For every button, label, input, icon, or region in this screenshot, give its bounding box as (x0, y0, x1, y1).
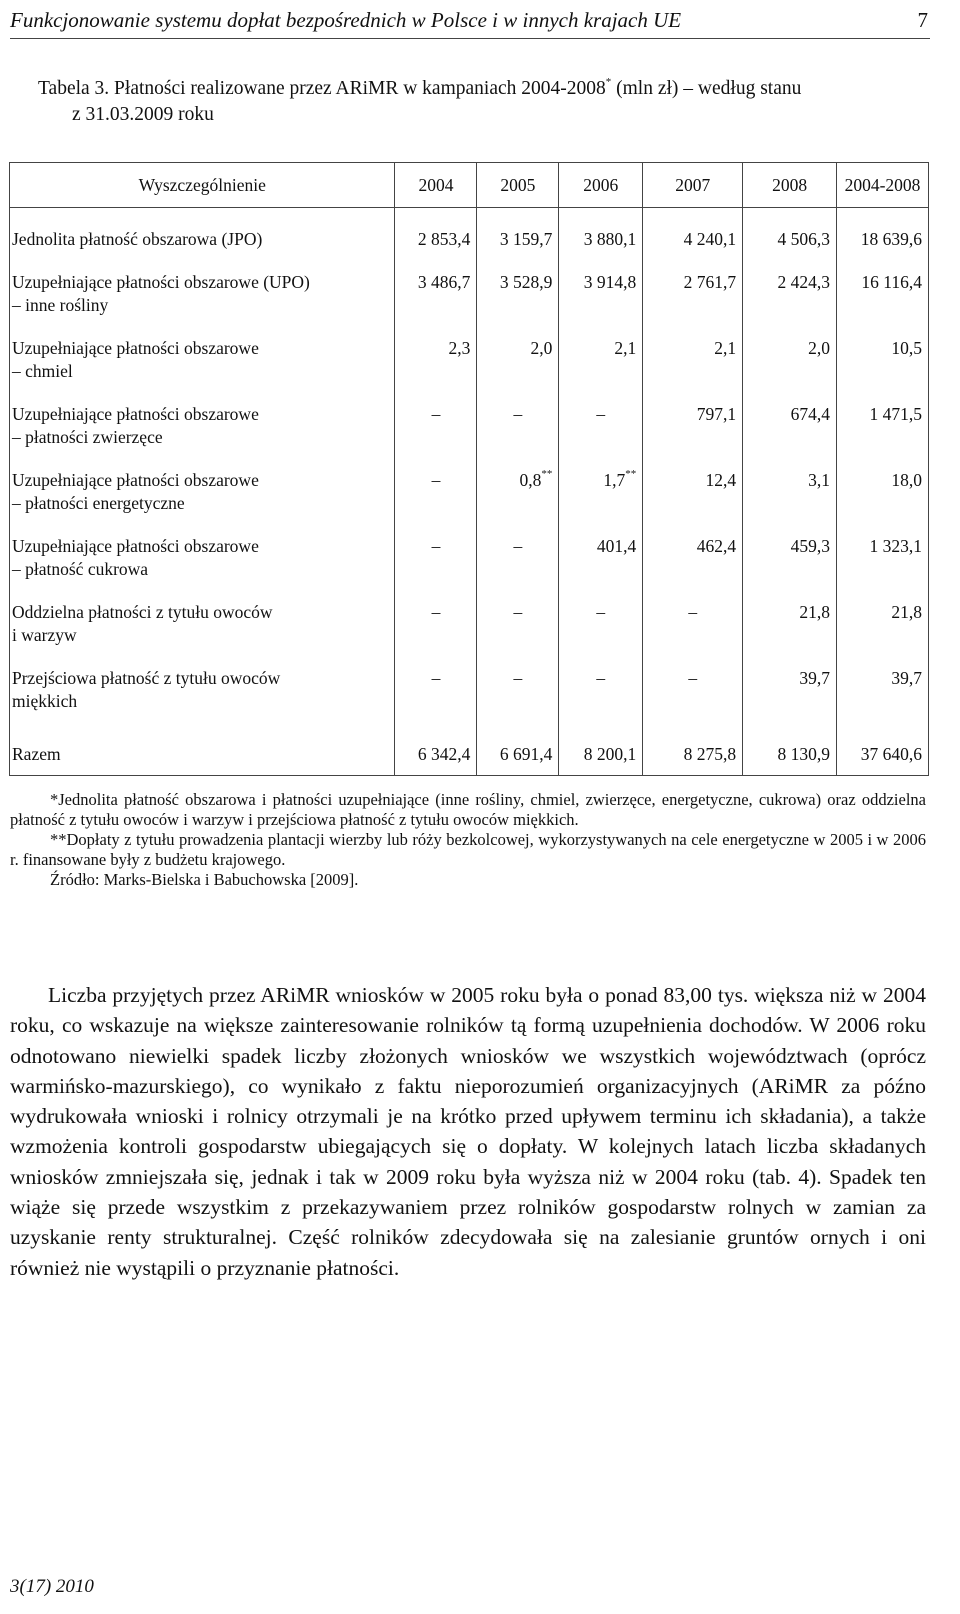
value-cell (643, 228, 743, 251)
caption-text: Tabela 3. Płatności realizowane przez ARiMR w kampaniach 2004-2008 (38, 78, 606, 99)
spacer-cell (477, 251, 559, 271)
value-cell (395, 228, 477, 251)
header-cell: 2005 (477, 163, 559, 208)
value-cell (743, 228, 837, 251)
total-value: 8 275,8 (643, 733, 743, 776)
spacer-cell (643, 383, 743, 403)
cell-value: 3 486,7 (417, 272, 471, 292)
cell-value: 797,1 (696, 404, 737, 424)
spacer-cell (643, 449, 743, 469)
spacer-cell (559, 515, 643, 535)
spacer-cell (10, 449, 395, 469)
cell-value: – (596, 404, 606, 424)
table-body (10, 208, 929, 776)
spacer-cell (837, 383, 929, 403)
header-cell: 2004 (395, 163, 477, 208)
spacer-cell (743, 713, 837, 733)
spacer-cell (477, 647, 559, 667)
row-label-line: – płatność cukrowa (12, 559, 149, 579)
spacer-cell (395, 647, 477, 667)
body-text (10, 980, 926, 1283)
value-cell (743, 667, 837, 713)
row-label-line: miękkich (12, 691, 78, 711)
cell-footnote-mark: ** (625, 468, 637, 480)
spacer-cell (643, 713, 743, 733)
spacer-cell (559, 713, 643, 733)
row-spacer (10, 515, 929, 535)
cell-value: 3 914,8 (583, 272, 637, 292)
header-cell: 2007 (643, 163, 743, 208)
spacer-cell (837, 581, 929, 601)
spacer-cell (10, 251, 395, 271)
row-spacer (10, 713, 929, 733)
header-cell: 2008 (743, 163, 837, 208)
total-label: Razem (10, 733, 395, 776)
spacer-cell (559, 647, 643, 667)
row-label (10, 271, 395, 317)
cell-value: 674,4 (790, 404, 831, 424)
cell-value: 39,7 (891, 668, 922, 688)
row-label (10, 601, 395, 647)
table-notes (10, 790, 926, 890)
caption-text-rest: (mln zł) – według stanu (611, 78, 802, 99)
spacer-cell (643, 208, 743, 229)
cell-value: 2 424,3 (777, 272, 831, 292)
value-cell (559, 228, 643, 251)
cell-value: 3,1 (808, 470, 831, 490)
row-label-line: – inne rośliny (12, 295, 109, 315)
value-cell (837, 535, 929, 581)
value-cell (743, 535, 837, 581)
cell-value: – (431, 536, 441, 556)
value-cell (643, 667, 743, 713)
spacer-cell (395, 581, 477, 601)
row-label-line: Oddzielna płatności z tytułu owoców (12, 602, 273, 622)
total-value: 8 200,1 (559, 733, 643, 776)
cell-value: 1 323,1 (869, 536, 922, 556)
value-cell (559, 337, 643, 383)
total-value: 6 691,4 (477, 733, 559, 776)
value-cell (477, 228, 559, 251)
spacer-cell (10, 515, 395, 535)
spacer-cell (395, 383, 477, 403)
cell-value: 10,5 (891, 338, 922, 358)
running-header-title: Funkcjonowanie systemu dopłat bezpośrednich w Polsce i w innych krajach UE (10, 8, 682, 32)
value-cell (559, 667, 643, 713)
value-cell (477, 337, 559, 383)
cell-value: 12,4 (705, 470, 737, 490)
value-cell (743, 271, 837, 317)
cell-value: 2,3 (448, 338, 471, 358)
spacer-cell (477, 317, 559, 337)
table-caption (38, 76, 938, 128)
cell-value: 2,0 (808, 338, 831, 358)
total-value: 8 130,9 (743, 733, 837, 776)
value-cell (743, 601, 837, 647)
value-cell (837, 228, 929, 251)
table-row (10, 469, 929, 515)
cell-value: 4 240,1 (683, 229, 737, 249)
row-label-line: Uzupełniające płatności obszarowe (UPO) (12, 272, 310, 292)
row-label (10, 535, 395, 581)
value-cell (837, 667, 929, 713)
cell-value: 3 880,1 (583, 229, 637, 249)
spacer-cell (477, 383, 559, 403)
cell-value: 39,7 (799, 668, 831, 688)
spacer-cell (395, 251, 477, 271)
table-row (10, 271, 929, 317)
spacer-cell (643, 515, 743, 535)
spacer-cell (743, 383, 837, 403)
value-cell (559, 403, 643, 449)
row-spacer (10, 449, 929, 469)
value-cell (477, 403, 559, 449)
value-cell (395, 271, 477, 317)
spacer-cell (743, 317, 837, 337)
spacer-cell (10, 581, 395, 601)
value-cell (559, 271, 643, 317)
spacer-cell (743, 251, 837, 271)
spacer-cell (837, 647, 929, 667)
spacer-cell (395, 449, 477, 469)
spacer-cell (10, 383, 395, 403)
cell-value: 16 116,4 (861, 272, 922, 292)
footnote-2: **Dopłaty z tytułu prowadzenia plantacji wierzby lub róży bezkolcowej, wykorzystywanych na cele energetyczne w 2005 i w 2006 r. finansowane były z budżetu krajowego. (10, 830, 926, 869)
spacer-cell (743, 581, 837, 601)
value-cell (643, 535, 743, 581)
value-cell (643, 601, 743, 647)
value-cell (643, 271, 743, 317)
row-label-line: – płatności energetyczne (12, 493, 185, 513)
row-label-line: – chmiel (12, 361, 73, 381)
body-paragraph: Liczba przyjętych przez ARiMR wniosków w 2005 roku była o ponad 83,00 tys. większa niż w 2004 roku, co wskazuje na większe zainteresowanie rolników tą formą uzupełnienia dochodów. W 2006 roku odnotowano niewielki spadek liczby złożonych wniosków we wszystkich województwach (oprócz warmińsko-mazurskiego), co wynikało z faktu nieporozumień organizacyjnych (ARiMR za późno wydrukowała wnioski i rolnicy otrzymali je na krótko przed upływem terminu ich składania), a także wzmożenia kontroli gospodarstw ubiegających się o dopłaty. W kolejnych latach liczba składanych wniosków zmniejszała się, jednak i tak w 2009 roku była wyższa niż w 2004 roku (tab. 4). Spadek ten wiąże się przede wszystkim z przekazywaniem przez rolników gospodarstw rolnych w zamian za uzyskanie renty strukturalnej. Część rolników zdecydowała się na zalesianie gruntów ornych i oni również nie wystąpili o przyznanie płatności. (10, 983, 926, 1280)
spacer-cell (559, 449, 643, 469)
cell-value: 3 159,7 (499, 229, 553, 249)
spacer-cell (10, 647, 395, 667)
spacer-cell (10, 208, 395, 229)
cell-value: – (513, 668, 523, 688)
value-cell (837, 601, 929, 647)
value-cell (743, 337, 837, 383)
row-spacer (10, 383, 929, 403)
cell-value: – (596, 602, 606, 622)
row-label-line: Uzupełniające płatności obszarowe (12, 404, 259, 424)
row-label (10, 337, 395, 383)
cell-value: 18,0 (891, 470, 922, 490)
cell-value: 0,8 (519, 470, 542, 490)
spacer-cell (559, 251, 643, 271)
spacer-cell (643, 581, 743, 601)
cell-value: – (431, 602, 441, 622)
value-cell (395, 403, 477, 449)
spacer-cell (559, 208, 643, 229)
total-value: 37 640,6 (837, 733, 929, 776)
cell-value: – (513, 602, 523, 622)
value-cell (477, 271, 559, 317)
total-row (10, 733, 929, 776)
cell-value: – (513, 536, 523, 556)
source-note: Źródło: Marks-Bielska i Babuchowska [2009]. (50, 870, 359, 889)
row-label (10, 228, 395, 251)
value-cell (643, 403, 743, 449)
spacer-cell (395, 317, 477, 337)
spacer-cell (477, 515, 559, 535)
value-cell (559, 469, 643, 515)
spacer-cell (743, 449, 837, 469)
row-label-line: Przejściowa płatność z tytułu owoców (12, 668, 281, 688)
cell-value: 4 506,3 (777, 229, 831, 249)
caption-footnote-mark: * (605, 76, 612, 88)
row-label (10, 667, 395, 713)
table-row (10, 601, 929, 647)
row-label-line: i warzyw (12, 625, 77, 645)
table-row (10, 535, 929, 581)
spacer-cell (395, 208, 477, 229)
cell-value: 3 528,9 (499, 272, 553, 292)
spacer-cell (837, 251, 929, 271)
spacer-cell (10, 317, 395, 337)
cell-value: 2,0 (530, 338, 553, 358)
value-cell (559, 535, 643, 581)
row-spacer (10, 647, 929, 667)
row-label-line: – płatności zwierzęce (12, 427, 163, 447)
value-cell (395, 601, 477, 647)
caption-date: z 31.03.2009 roku (72, 104, 214, 125)
row-spacer (10, 208, 929, 229)
cell-footnote-mark: ** (541, 468, 553, 480)
payments-table (9, 162, 929, 776)
value-cell (395, 469, 477, 515)
spacer-cell (559, 383, 643, 403)
table-row (10, 228, 929, 251)
value-cell (395, 337, 477, 383)
value-cell (477, 601, 559, 647)
value-cell (743, 403, 837, 449)
header-cell: Wyszczególnienie (10, 163, 395, 208)
issue-number: 3(17) 2010 (10, 1576, 94, 1597)
table-row (10, 337, 929, 383)
spacer-cell (743, 208, 837, 229)
value-cell (743, 469, 837, 515)
cell-value: – (431, 470, 441, 490)
cell-value: 2,1 (614, 338, 637, 358)
row-spacer (10, 251, 929, 271)
value-cell (395, 667, 477, 713)
spacer-cell (559, 581, 643, 601)
footnote-1: *Jednolita płatność obszarowa i płatności uzupełniające (inne rośliny, chmiel, zwierzęce, energetyczne, cukrowa) oraz oddzielna płatność z tytułu owoców i warzyw i przejściowa płatność z tytułu owoców miękkich. (10, 790, 926, 829)
cell-value: 21,8 (799, 602, 831, 622)
table-row (10, 403, 929, 449)
value-cell (837, 403, 929, 449)
running-header (10, 4, 930, 39)
value-cell (395, 535, 477, 581)
cell-value: – (688, 602, 698, 622)
spacer-cell (643, 647, 743, 667)
spacer-cell (10, 713, 395, 733)
value-cell (477, 667, 559, 713)
value-cell (477, 469, 559, 515)
value-cell (643, 337, 743, 383)
cell-value: – (596, 668, 606, 688)
spacer-cell (477, 713, 559, 733)
row-label (10, 469, 395, 515)
spacer-cell (743, 515, 837, 535)
page-number: 7 (917, 8, 928, 32)
cell-value: 401,4 (596, 536, 637, 556)
value-cell (477, 535, 559, 581)
cell-value: 2 853,4 (417, 229, 471, 249)
row-spacer (10, 581, 929, 601)
cell-value: 462,4 (696, 536, 737, 556)
table-row (10, 667, 929, 713)
cell-value: 2,1 (714, 338, 737, 358)
header-cell: 2006 (559, 163, 643, 208)
total-value: 6 342,4 (395, 733, 477, 776)
row-spacer (10, 317, 929, 337)
spacer-cell (559, 317, 643, 337)
spacer-cell (395, 515, 477, 535)
cell-value: – (688, 668, 698, 688)
header-cell: 2004-2008 (837, 163, 929, 208)
cell-value: – (431, 668, 441, 688)
cell-value: 1 471,5 (869, 404, 922, 424)
row-label-line: Uzupełniające płatności obszarowe (12, 338, 259, 358)
spacer-cell (837, 713, 929, 733)
table-header-row (10, 163, 929, 208)
spacer-cell (837, 208, 929, 229)
cell-value: – (513, 404, 523, 424)
cell-value: 21,8 (891, 602, 922, 622)
row-label-line: Jednolita płatność obszarowa (JPO) (12, 229, 263, 249)
value-cell (643, 469, 743, 515)
row-label-line: Uzupełniające płatności obszarowe (12, 470, 259, 490)
spacer-cell (837, 317, 929, 337)
value-cell (837, 337, 929, 383)
value-cell (837, 469, 929, 515)
value-cell (837, 271, 929, 317)
cell-value: 459,3 (790, 536, 831, 556)
spacer-cell (643, 317, 743, 337)
row-label-line: Uzupełniające płatności obszarowe (12, 536, 259, 556)
spacer-cell (837, 515, 929, 535)
row-label (10, 403, 395, 449)
spacer-cell (743, 647, 837, 667)
spacer-cell (477, 208, 559, 229)
spacer-cell (395, 713, 477, 733)
spacer-cell (837, 449, 929, 469)
spacer-cell (477, 581, 559, 601)
cell-value: – (431, 404, 441, 424)
spacer-cell (643, 251, 743, 271)
cell-value: 2 761,7 (683, 272, 737, 292)
cell-value: 1,7 (603, 470, 626, 490)
value-cell (559, 601, 643, 647)
spacer-cell (477, 449, 559, 469)
cell-value: 18 639,6 (860, 229, 922, 249)
